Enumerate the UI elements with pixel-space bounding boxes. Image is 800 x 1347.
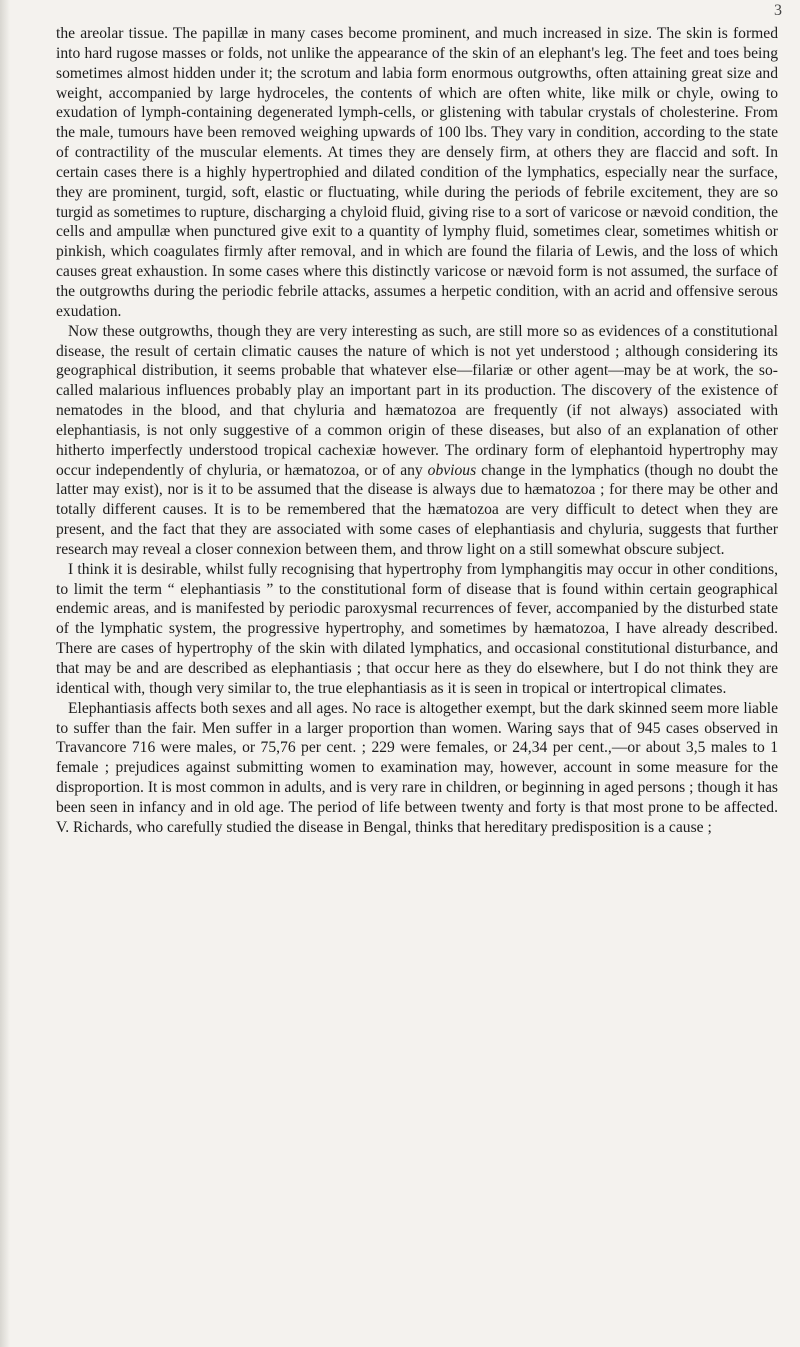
page-binding-edge: [0, 0, 10, 1347]
paragraph-4: Elephantiasis affects both sexes and all ages. No race is altogether exempt, but the dark skinned seem more liable to suffer than the fair. Men suffer in a larger proportion than women. Waring says that of 945 cases observed in Travancore 716 were males, or 75,76 per cent. ; 229 were females, or 24,34 per cent.,—or about 3,5 males to 1 female ; prejudices against submitting women to examination may, however, account in some measure for the disproportion. It is most common in adults, and is very rare in children, or beginning in aged persons ; though it has been seen in infancy and in old age. The period of life between twenty and forty is that most prone to be affected. V. Richards, who carefully studied the disease in Bengal, thinks that hereditary predisposition is a cause ;: [56, 699, 778, 836]
paragraph-1: the areolar tissue. The papillæ in many cases become prominent, and much increased in size. The skin is formed into hard rugose masses or folds, not unlike the appearance of the skin of an elephant's leg. The feet and toes being sometimes almost hidden under it; the scrotum and labia form enormous outgrowths, often attaining great size and weight, accompanied by large hydroceles, the contents of which are often white, like milk or chyle, owing to exudation of lymph-containing degenerated lymph-cells, or glistening with tabular crystals of cholesterine. From the male, tumours have been removed weighing upwards of 100 lbs. They vary in condition, according to the state of contractility of the muscular elements. At times they are densely firm, at others they are flaccid and soft. In certain cases there is a highly hypertrophied and dilated condition of the lymphatics, especially near the surface, they are prominent, turgid, soft, elastic or fluctuating, while during the periods of febrile excitement, they are so turgid as sometimes to rupture, discharging a chyloid fluid, giving rise to a sort of varicose or nævoid condition, the cells and ampullæ when punctured give exit to a quantity of lymphy fluid, sometimes clear, sometimes whitish or pinkish, which coagulates firmly after removal, and in which are found the filaria of Lewis, and the loss of which causes great exhaustion. In some cases where this distinctly varicose or nævoid form is not assumed, the surface of the outgrowths during the periodic febrile attacks, assumes a herpetic condition, with an acrid and offensive serous exudation.: [56, 25, 778, 320]
paragraph-2: [56, 322, 778, 560]
emphasized-word: obvious: [427, 461, 477, 479]
paragraph-2-part-2: change in the lymphatics (though no doubt the latter may exist), nor is it to be assumed that the disease is always due to hæmatozoa ; for there may be other and totally different causes. It is to be remembered that the hæmatozoa are very difficult to detect when they are present, and the fact that they are associated with some cases of elephantiasis and chyluria, suggests that further research may reveal a closer connexion between them, and throw light on a still somewhat obscure subject.: [56, 461, 778, 558]
paragraph-2-part-1: Now these outgrowths, though they are very interesting as such, are still more so as evidences of a constitutional disease, the result of certain climatic causes the nature of which is not yet understood ; although considering its geographical distribution, it seems probable that whatever else—filariæ or other agent—may be at work, the so-called malarious influences probably play an important part in its production. The discovery of the existence of nematodes in the blood, and that chyluria and hæmatozoa are frequently (if not always) associated with elephantiasis, is not only suggestive of a common origin of these diseases, but also of an explanation of other hitherto imperfectly understood tropical cachexiæ however. The ordinary form of elephantoid hypertrophy may occur independently of chyluria, or hæmatozoa, or of any: [56, 322, 778, 479]
body-text: [56, 24, 778, 838]
paragraph-3: I think it is desirable, whilst fully recognising that hypertrophy from lymphangitis may occur in other conditions, to limit the term “ elephantiasis ” to the constitutional form of disease that is found within certain geographical endemic areas, and is manifested by periodic paroxysmal recurrences of fever, accompanied by the disturbed state of the lymphatic system, the progressive hypertrophy, and sometimes by hæmatozoa, I have already described. There are cases of hypertrophy of the skin with dilated lymphatics, and occasional constitutional disturbance, and that may be and are described as elephantiasis ; that occur here as they do elsewhere, but I do not think they are identical with, though very similar to, the true elephantiasis as it is seen in tropical or intertropical climates.: [56, 560, 778, 697]
page-number: 3: [774, 2, 782, 19]
